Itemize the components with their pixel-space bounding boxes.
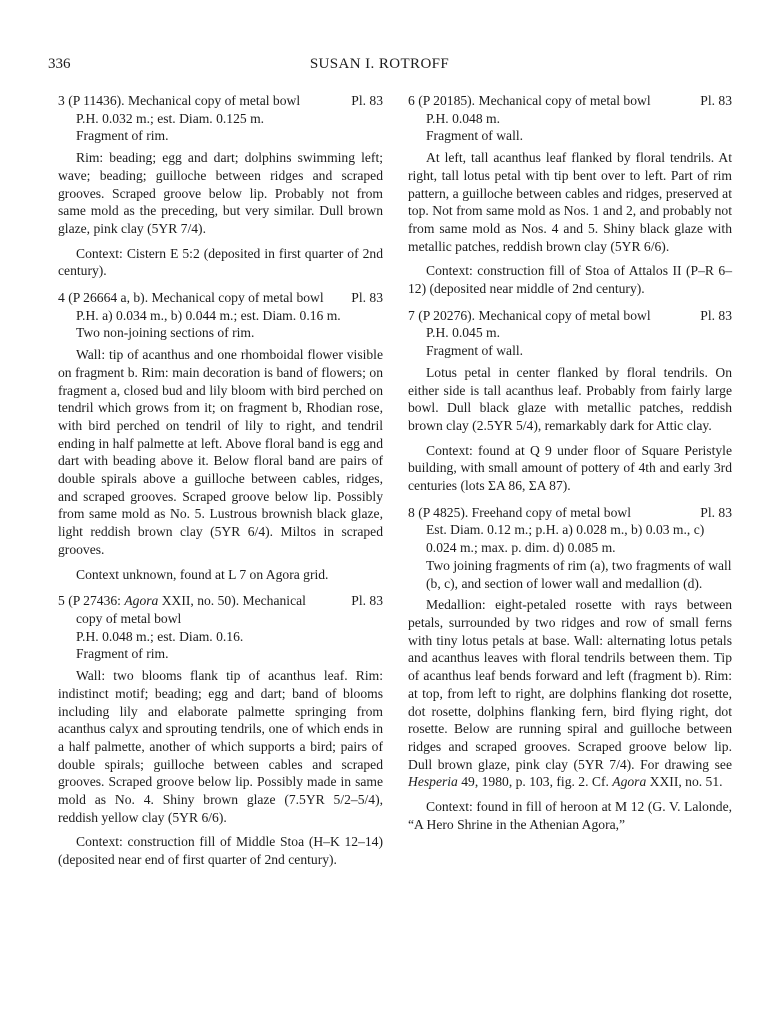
italic-publication: Agora (124, 593, 159, 609)
entry-measurements: Est. Diam. 0.12 m.; p.H. a) 0.028 m., b) 0.03 m., c) 0.024 m.; max. p. dim. d) 0.085 m. (426, 522, 705, 556)
entry-title: 3 (P 11436). Mechanical copy of metal bowl (58, 93, 301, 108)
entry-context: Context: Cistern E 5:2 (deposited in first quarter of 2nd century). (58, 245, 383, 279)
plate-reference: Pl. 83 (351, 93, 383, 108)
entry-heading (408, 307, 732, 325)
catalog-entry-5 (58, 592, 383, 869)
running-head: SUSAN I. ROTROFF (309, 56, 450, 72)
entry-context: Context: found at Q 9 under floor of Square Peristyle building, with small amount of pottery of 4th and early 3rd centuries (lots ΣA 86, ΣA 87). (408, 442, 732, 494)
entry-heading (58, 92, 383, 110)
plate-reference: Pl. 83 (700, 504, 732, 520)
entry-description: Medallion: eight-petaled rosette with rays between petals, surrounded by two ridges and row of small ferns with tiny lotus petals at base. Wall: alternating lotus petals and acanthus leaves with floral tendrils between them. Tip of acanthus leaf bends forward and left (fragment b). Rim: at top, from left to right, are dolphins flanking dot rosette, dot rosette, dolphins flanking fern, bird flying right, dot rosette. Below are running spiral and guilloche between ridges and scraped grooves. Scraped groove below lip. Dull brown glaze, pink clay (5YR 7/4). For drawing see Hesperia 49, 1980, p. 103, fig. 2. Cf. Agora XXII, no. 51. (408, 597, 732, 790)
catalog-entry-6 (408, 92, 732, 298)
plate-reference: Pl. 83 (351, 593, 383, 609)
entry-heading (58, 592, 383, 627)
italic-publication: Hesperia (408, 774, 458, 790)
entry-measurements: P.H. 0.032 m.; est. Diam. 0.125 m. (76, 110, 265, 126)
entry-context: Context: construction fill of Stoa of Attalos II (P–R 6–12) (deposited near middle of 2nd century). (408, 263, 732, 297)
entry-context: Context: found in fill of heroon at M 12 (G. V. Lalonde, “A Hero Shrine in the Athenian Agora,” (408, 799, 732, 832)
plate-reference: Pl. 83 (700, 93, 732, 108)
entry-title: 7 (P 20276). Mechanical copy of metal bowl (408, 307, 651, 323)
entry-description: Rim: beading; egg and dart; dolphins swimming left; wave; beading; guilloche between ridges and scraped grooves. Scraped groove below lip. Probably not from same mold as the preceding, but very similar. Dull brown glaze, pink clay (5YR 7/4). (58, 150, 383, 236)
page-number: 336 (48, 56, 71, 72)
entry-heading (408, 504, 732, 522)
entry-title: 6 (P 20185). Mechanical copy of metal bowl (408, 93, 651, 108)
entry-context: Context: construction fill of Middle Stoa (H–K 12–14) (deposited near end of first quarter of 2nd century). (58, 834, 383, 868)
entry-description: At left, tall acanthus leaf flanked by floral tendrils. At right, tall lotus petal with tip bent over to left. Part of rim pattern, a guilloche between cables and ridges, preserved at top. Not from same mold as Nos. 1 and 2, and probably not from same mold as Nos. 4 and 5. Shiny black glaze with metallic patches, reddish brown clay (5YR 6/6). (408, 150, 732, 254)
entry-measurements: P.H. 0.045 m. (426, 325, 501, 341)
plate-reference: Pl. 83 (351, 290, 383, 306)
catalog-entry-3 (58, 92, 383, 280)
entry-preservation: Fragment of wall. (426, 343, 524, 359)
italic-publication: Agora (612, 774, 647, 790)
catalog-entry-7 (408, 307, 732, 495)
entry-measurements: P.H. 0.048 m. (426, 110, 501, 126)
entry-title: 4 (P 26664 a, b). Mechanical copy of metal bowl (58, 290, 324, 306)
entry-measurements: P.H. 0.048 m.; est. Diam. 0.16. (76, 628, 244, 644)
entry-heading (58, 289, 383, 307)
entry-preservation: Fragment of rim. (76, 646, 169, 662)
catalog-entry-4 (58, 289, 383, 583)
entry-description: Wall: tip of acanthus and one rhomboidal flower visible on fragment b. Rim: main decoration is band of flowers; on fragment a, closed bud and lily bloom with bird perched on tendril which grows from it; on fragment b, Rhodian rose, with bird perched on tendril of lily to right, and tendril ending in half palmette at left. Above floral band is egg and dart with beading above it. Below floral band are pairs of double spirals above a guilloche between cables, ridges, and scraped grooves. Scraped groove below lip. Possibly from same mold as No. 5. Lustrous brownish black glaze, light reddish brown clay (5YR 6/4). Miltos in scraped grooves. (58, 347, 383, 557)
entry-preservation: Fragment of wall. (426, 128, 524, 144)
entry-measurements: P.H. a) 0.034 m., b) 0.044 m.; est. Diam. 0.16 m. (76, 307, 341, 323)
entry-preservation: Fragment of rim. (76, 128, 169, 144)
entry-title: 5 (P 27436: Agora XXII, no. 50). Mechanical copy of metal bowl (58, 593, 306, 626)
plate-reference: Pl. 83 (700, 307, 732, 323)
right-column (408, 92, 732, 842)
entry-title: 8 (P 4825). Freehand copy of metal bowl (408, 504, 631, 520)
entry-heading (408, 92, 732, 110)
entry-description: Lotus petal in center flanked by floral tendrils. On either side is tall acanthus leaf. Probably from fairly large bowl. Dull black glaze with metallic patches, reddish brown clay (2.5YR 5/4), remarkably dark for Attic clay. (408, 364, 732, 433)
entry-preservation: Two non-joining sections of rim. (76, 325, 255, 341)
entry-context: Context unknown, found at L 7 on Agora grid. (76, 566, 329, 582)
catalog-entry-8 (408, 504, 732, 834)
entry-description: Wall: two blooms flank tip of acanthus leaf. Rim: indistinct motif; beading; egg and dart; band of blooms including lily and elaborate palmette springing from acanthus calyx and sprouting tendrils, one of which ends in a half palmette, another of which supports a bird; pairs of double spirals; guilloche between cables and scraped grooves. Scraped groove below lip. Possibly made in same mold as No. 4. Shiny brown glaze (7.5YR 5/2–5/4), reddish yellow clay (5YR 6/6). (58, 668, 383, 825)
entry-preservation: Two joining fragments of rim (a), two fragments of wall (b, c), and section of lower wall and medallion (d). (426, 557, 732, 591)
left-column (58, 92, 383, 878)
